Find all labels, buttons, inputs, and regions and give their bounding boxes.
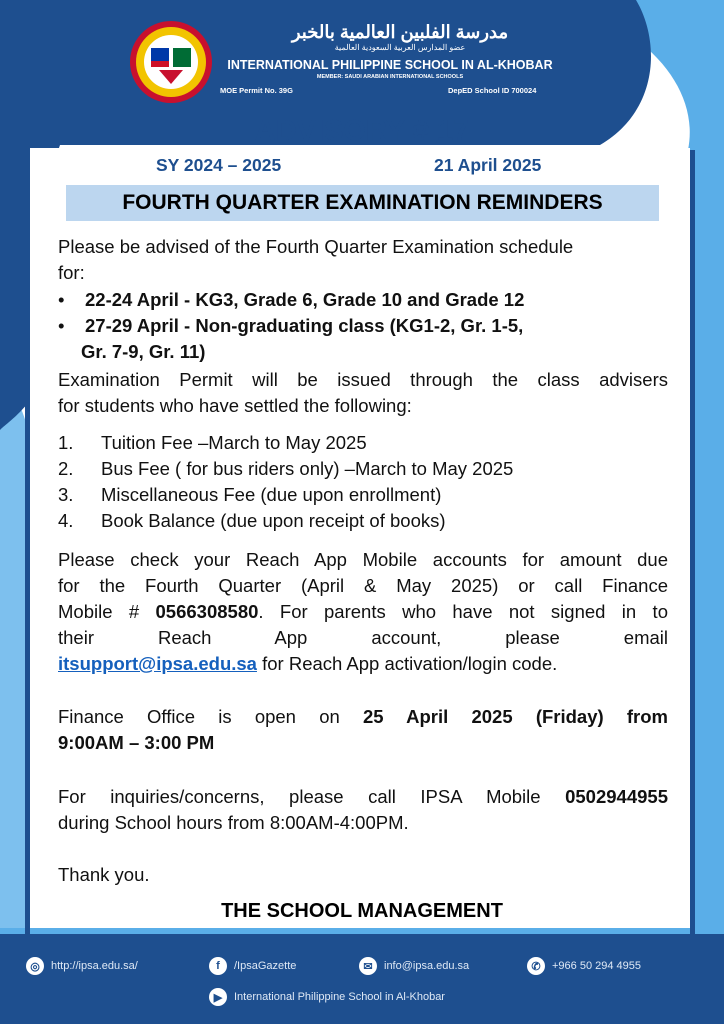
school-year: SY 2024 – 2025 [156, 155, 282, 175]
office-hours: 9:00AM – 3:00 PM [58, 732, 215, 753]
inquiries-pre: For inquiries/concerns, please call IPSA Mobile [58, 786, 566, 807]
bullet-dot: • [58, 315, 65, 336]
membership-line: MEMBER: SAUDI ARABIAN INTERNATIONAL SCHOOLS [316, 74, 464, 80]
school-name: INTERNATIONAL PHILIPPINE SCHOOL IN AL-KHOBAR [227, 58, 553, 72]
office-date: 25 April 2025 (Friday) from [362, 706, 668, 727]
footer-facebook-text: /IpsaGazette [234, 960, 297, 972]
bullet-dot: • [58, 289, 65, 310]
frame-left-border [25, 400, 30, 934]
reach-line-4: their Reach App account, please email [58, 627, 668, 648]
intro-line-1: Please be advised of the Fourth Quarter Examination schedule [58, 236, 574, 257]
schedule-item-1: 22-24 April - KG3, Grade 6, Grade 10 and Grade 12 [85, 289, 525, 310]
intro-line-2: for: [58, 262, 85, 283]
deped-school-id: DepED School ID 700024 [448, 86, 537, 95]
email-icon: ✉ [359, 957, 377, 975]
footer-email-text: info@ipsa.edu.sa [384, 960, 470, 972]
frame-right-border [690, 150, 695, 934]
fee-item: Miscellaneous Fee (due upon enrollment) [101, 484, 442, 505]
facebook-icon: f [209, 957, 227, 975]
office-pre: Finance Office is open on [58, 706, 363, 727]
inquiries-line-2: during School hours from 8:00AM-4:00PM. [58, 812, 409, 833]
permit-line-2: for students who have settled the following: [58, 395, 412, 416]
reach-line-3 [58, 599, 668, 625]
signature: THE SCHOOL MANAGEMENT [221, 900, 503, 922]
reach-line-5 [58, 651, 668, 677]
youtube-icon: ▶ [209, 988, 227, 1006]
footer-phone[interactable] [527, 957, 641, 975]
arabic-school-name: مدرسة الفلبين العالمية بالخبر [291, 22, 509, 42]
footer-youtube[interactable] [209, 988, 445, 1006]
finance-mobile-number: 0566308580 [155, 601, 259, 622]
school-seal-logo [129, 20, 213, 104]
office-line-1 [58, 704, 668, 730]
permit-line-1: Examination Permit will be issued through the class advisers [58, 369, 668, 390]
fee-item: Bus Fee ( for bus riders only) –March to May 2025 [101, 458, 514, 479]
reach-line-2: for the Fourth Quarter (April & May 2025) or call Finance [58, 575, 668, 596]
support-email-link[interactable]: itsupport@ipsa.edu.sa [58, 653, 257, 674]
banner-title: FOURTH QUARTER EXAMINATION REMINDERS [66, 185, 659, 221]
footer-website-text: http://ipsa.edu.sa/ [51, 960, 138, 972]
schedule-item-2-line-1: 27-29 April - Non-graduating class (KG1-2, Gr. 1-5, [85, 315, 524, 336]
reach-line-3-pre: Mobile # [58, 601, 156, 622]
thank-you: Thank you. [58, 864, 150, 885]
arabic-subtitle: عضو المدارس العربية السعودية العالمية [334, 43, 466, 52]
reach-line-3-post: . For parents who have not signed in to [258, 601, 668, 622]
reach-line-5-post: for Reach App activation/login code. [256, 653, 558, 674]
footer-website[interactable] [26, 957, 138, 975]
phone-icon: ✆ [527, 957, 545, 975]
ipsa-mobile-number: 0502944955 [565, 786, 668, 807]
inquiries-line-1 [58, 784, 668, 810]
advisory-label: ADVISORY # [254, 115, 437, 147]
fee-item: Book Balance (due upon receipt of books) [101, 510, 446, 531]
moe-permit: MOE Permit No. 39G [220, 86, 293, 95]
schedule-item-2-line-2: Gr. 7-9, Gr. 11) [81, 341, 206, 362]
footer-phone-text: +966 50 294 4955 [552, 960, 642, 972]
reach-line-1: Please check your Reach App Mobile accounts for amount due [58, 549, 668, 570]
advisory-title [0, 115, 724, 148]
fee-number: 4. [58, 510, 74, 531]
footer-facebook[interactable] [209, 957, 296, 975]
footer-youtube-text: International Philippine School in Al-Khobar [234, 991, 445, 1003]
fee-number: 2. [58, 458, 74, 479]
advisory-date: 21 April 2025 [434, 155, 542, 175]
fee-number: 3. [58, 484, 74, 505]
globe-icon: ◎ [26, 957, 44, 975]
fee-number: 1. [58, 432, 74, 453]
advisory-number: 17 [436, 115, 470, 147]
footer-email[interactable] [359, 957, 469, 975]
footer [0, 934, 724, 1024]
fee-item: Tuition Fee –March to May 2025 [101, 432, 367, 453]
